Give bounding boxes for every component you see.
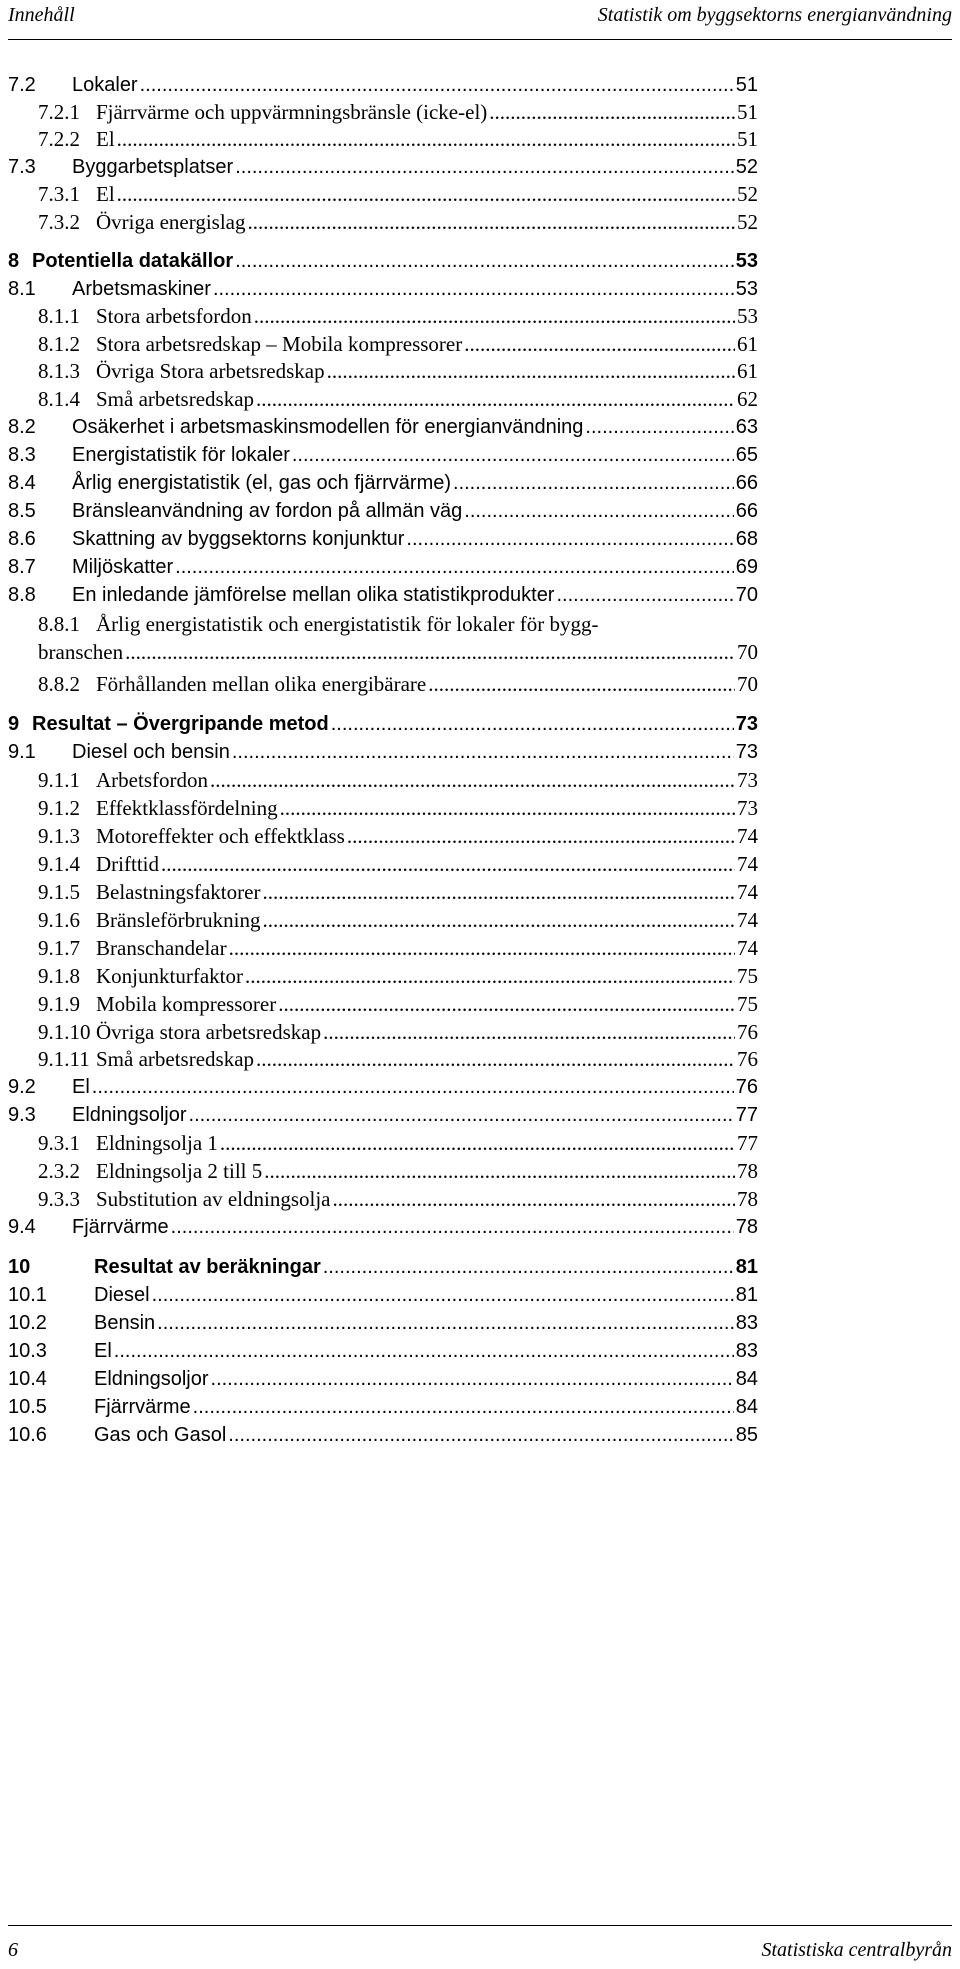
toc-leader-dots xyxy=(232,737,734,767)
toc-leader-dots xyxy=(193,1392,734,1422)
toc-entry-number: 8.4 xyxy=(8,472,36,494)
toc-entry[interactable] xyxy=(8,524,758,554)
toc-entry-title: Konjunkturfaktor xyxy=(96,964,243,988)
toc-entry[interactable] xyxy=(38,1184,758,1214)
toc-entry-number: 7.2.1 xyxy=(38,100,80,124)
toc-entry[interactable] xyxy=(38,179,758,209)
toc-entry[interactable] xyxy=(8,1280,758,1310)
toc-entry-page: 74 xyxy=(737,908,758,932)
toc-entry[interactable] xyxy=(38,356,758,386)
toc-entry-title: Osäkerhet i arbetsmaskinsmodellen för energianvändning xyxy=(72,416,584,438)
toc-entry-number: 8.1.4 xyxy=(38,387,80,411)
toc-entry-number: 9.1.1 xyxy=(38,768,80,792)
toc-leader-dots xyxy=(228,1420,733,1450)
toc-entry-page: 52 xyxy=(737,182,758,206)
header-document-title: Statistik om byggsektorns energianvändning xyxy=(597,4,952,26)
toc-entry[interactable] xyxy=(38,301,758,331)
toc-entry-page: 84 xyxy=(735,1396,758,1418)
toc-entry-number: 9.1.8 xyxy=(38,964,80,988)
toc-entry-number: 9.4 xyxy=(8,1216,36,1238)
toc-leader-dots xyxy=(556,580,733,610)
toc-leader-dots xyxy=(210,765,735,795)
toc-entry-number: 8.1 xyxy=(8,278,36,300)
toc-entry-title: Substitution av eldningsolja xyxy=(96,1187,331,1211)
toc-entry-title: Förhållanden mellan olika energibärare xyxy=(96,672,427,696)
toc-entry-title: Diesel och bensin xyxy=(72,741,230,763)
toc-entry-title: Stora arbetsfordon xyxy=(96,304,252,328)
toc-entry-number: 9 xyxy=(8,713,20,735)
toc-entry-number: 8.5 xyxy=(8,500,36,522)
toc-entry-page: 62 xyxy=(737,387,758,411)
toc-entry-page: 52 xyxy=(737,210,758,234)
toc-leader-dots xyxy=(280,793,735,823)
toc-entry[interactable] xyxy=(38,329,758,359)
toc-entry-page: 74 xyxy=(737,880,758,904)
toc-leader-dots xyxy=(152,1280,734,1310)
toc-entry-page: 77 xyxy=(735,1104,758,1126)
toc-entry-page: 81 xyxy=(735,1256,758,1278)
toc-leader-dots xyxy=(220,1128,735,1158)
toc-entry[interactable] xyxy=(8,274,758,304)
toc-entry-page: 70 xyxy=(737,640,758,664)
toc-entry-title: Eldningsoljor xyxy=(94,1368,209,1390)
toc-entry[interactable] xyxy=(38,97,758,127)
toc-leader-dots xyxy=(117,179,735,209)
toc-entry-page: 61 xyxy=(737,332,758,356)
toc-leader-dots xyxy=(264,1156,735,1186)
toc-entry-page: 76 xyxy=(735,1076,758,1098)
toc-entry-page: 74 xyxy=(737,824,758,848)
toc-leader-dots xyxy=(171,1212,734,1242)
toc-entry-page: 63 xyxy=(735,416,758,438)
toc-entry-title: El xyxy=(96,127,115,151)
toc-entry-title: Övriga stora arbetsredskap xyxy=(96,1020,322,1044)
toc-entry-title: Små arbetsredskap xyxy=(96,387,255,411)
toc-entry-page: 73 xyxy=(735,713,758,735)
toc-entry[interactable] xyxy=(8,1420,758,1450)
toc-entry[interactable] xyxy=(8,580,758,610)
toc-entry-title: Gas och Gasol xyxy=(94,1424,227,1446)
toc-entry[interactable] xyxy=(38,905,758,935)
toc-entry-title: Potentiella datakällor xyxy=(32,250,234,272)
toc-entry[interactable] xyxy=(8,737,758,767)
toc-leader-dots xyxy=(157,1308,734,1338)
toc-entry[interactable] xyxy=(8,1308,758,1338)
toc-entry-number: 9.3.3 xyxy=(38,1187,80,1211)
toc-entry-page: 74 xyxy=(737,936,758,960)
toc-entry[interactable] xyxy=(38,669,758,699)
toc-leader-dots xyxy=(428,669,735,699)
toc-entry-number: 10 xyxy=(8,1256,31,1278)
toc-entry[interactable] xyxy=(8,1392,758,1422)
toc-leader-dots xyxy=(125,637,735,667)
toc-entry-title: Drifttid xyxy=(96,852,159,876)
toc-entry-number: 9.1.11 xyxy=(38,1047,90,1071)
toc-leader-dots xyxy=(327,356,735,386)
toc-entry-title: Eldningsoljor xyxy=(72,1104,187,1126)
toc-entry-title: Arbetsfordon xyxy=(96,768,208,792)
toc-entry[interactable] xyxy=(38,124,758,154)
toc-entry[interactable] xyxy=(38,1044,758,1074)
toc-leader-dots xyxy=(213,274,734,304)
toc-entry-page: 51 xyxy=(735,74,758,96)
toc-entry[interactable] xyxy=(8,440,758,470)
toc-entry[interactable] xyxy=(8,412,758,442)
toc-entry[interactable] xyxy=(8,1364,758,1394)
toc-entry-number: 10.2 xyxy=(8,1312,47,1334)
toc-entry[interactable] xyxy=(38,877,758,907)
toc-entry-number: 9.1.10 xyxy=(38,1020,91,1044)
toc-leader-dots xyxy=(323,1252,734,1282)
toc-entry-title: El xyxy=(72,1076,90,1098)
toc-entry-number: 8.8 xyxy=(8,584,36,606)
toc-entry-number: 8.6 xyxy=(8,528,36,550)
toc-leader-dots xyxy=(114,1336,734,1366)
toc-entry-number: 10.6 xyxy=(8,1424,47,1446)
toc-entry-number: 7.3.2 xyxy=(38,210,80,234)
toc-entry-title: El xyxy=(96,182,115,206)
toc-entry-number: 9.1.7 xyxy=(38,936,80,960)
toc-entry-page: 83 xyxy=(735,1312,758,1334)
toc-entry[interactable] xyxy=(38,1128,758,1158)
toc-entry[interactable] xyxy=(38,1017,758,1047)
toc-entry[interactable] xyxy=(8,1212,758,1242)
toc-entry-number: 7.3.1 xyxy=(38,182,80,206)
toc-entry-number: 9.3 xyxy=(8,1104,36,1126)
toc-entry-page: 51 xyxy=(737,100,758,124)
toc-entry-title: Belastningsfaktorer xyxy=(96,880,261,904)
toc-entry-number: 9.3.1 xyxy=(38,1131,80,1155)
toc-entry-page: 83 xyxy=(735,1340,758,1362)
toc-entry-title: Arbetsmaskiner xyxy=(72,278,211,300)
toc-entry-number: 7.3 xyxy=(8,156,36,178)
toc-entry-title: Motoreffekter och effektklass xyxy=(96,824,345,848)
toc-entry[interactable] xyxy=(38,989,758,1019)
footer-rule xyxy=(8,1925,952,1926)
toc-leader-dots xyxy=(262,877,735,907)
toc-entry[interactable] xyxy=(8,1252,758,1282)
toc-leader-dots xyxy=(323,1017,735,1047)
toc-entry-page: 73 xyxy=(735,741,758,763)
toc-entry-page: 66 xyxy=(735,472,758,494)
toc-entry-number: 8 xyxy=(8,250,20,272)
toc-entry[interactable] xyxy=(38,933,758,963)
toc-entry[interactable] xyxy=(8,468,758,498)
toc-entry-number: 8.1.3 xyxy=(38,359,80,383)
page-footer xyxy=(0,1925,960,1969)
toc-entry[interactable] xyxy=(8,709,758,739)
toc-entry-page: 66 xyxy=(735,500,758,522)
toc-entry-title: Byggarbetsplatser xyxy=(72,156,234,178)
toc-leader-dots xyxy=(489,97,735,127)
toc-entry-number: 9.1.2 xyxy=(38,796,80,820)
toc-entry-title: Stora arbetsredskap – Mobila kompressorer xyxy=(96,332,463,356)
toc-entry-title: El xyxy=(94,1340,112,1362)
toc-entry-title: Eldningsolja 2 till 5 xyxy=(96,1159,263,1183)
toc-leader-dots xyxy=(292,440,734,470)
toc-entry-title: Diesel xyxy=(94,1284,150,1306)
toc-entry[interactable] xyxy=(8,1072,758,1102)
toc-entry-number: 8.1.1 xyxy=(38,304,80,328)
toc-entry-page: 51 xyxy=(737,127,758,151)
toc-leader-dots xyxy=(347,821,735,851)
toc-entry-number: 10.1 xyxy=(8,1284,47,1306)
toc-leader-dots xyxy=(254,301,735,331)
toc-leader-dots xyxy=(247,207,735,237)
toc-entry-page: 70 xyxy=(735,584,758,606)
toc-entry-page: 61 xyxy=(737,359,758,383)
toc-leader-dots xyxy=(262,905,735,935)
toc-entry[interactable] xyxy=(38,637,758,667)
toc-entry-number: 8.1.2 xyxy=(38,332,80,356)
toc-entry-page: 78 xyxy=(735,1216,758,1238)
toc-entry-page: 77 xyxy=(737,1131,758,1155)
toc-entry-title: Resultat – Övergripande metod xyxy=(32,713,329,735)
toc-entry-title: Övriga energislag xyxy=(96,210,246,234)
toc-entry-page: 81 xyxy=(735,1284,758,1306)
toc-entry-number: 9.1.3 xyxy=(38,824,80,848)
toc-entry[interactable] xyxy=(38,961,758,991)
toc-leader-dots xyxy=(175,552,734,582)
toc-entry[interactable] xyxy=(38,1156,758,1186)
toc-entry-page: 69 xyxy=(735,556,758,578)
toc-entry-number: 2.3.2 xyxy=(38,1159,80,1183)
toc-entry-title: Bensin xyxy=(94,1312,156,1334)
toc-entry[interactable] xyxy=(8,152,758,182)
toc-entry-page: 70 xyxy=(737,672,758,696)
toc-entry-title: Mobila kompressorer xyxy=(96,992,277,1016)
toc-leader-dots xyxy=(333,1184,736,1214)
toc-entry-page: 75 xyxy=(737,964,758,988)
toc-entry-page: 53 xyxy=(735,278,758,300)
toc-entry[interactable] xyxy=(8,1336,758,1366)
toc-entry-number: 9.1.4 xyxy=(38,852,80,876)
toc-entry-page: 75 xyxy=(737,992,758,1016)
toc-leader-dots xyxy=(464,496,733,526)
toc-entry-title: Bränsleanvändning av fordon på allmän väg xyxy=(72,500,463,522)
toc-leader-dots xyxy=(229,933,735,963)
toc-entry-title: Skattning av byggsektorns konjunktur xyxy=(72,528,405,550)
toc-entry-number: 8.8.2 xyxy=(38,672,80,696)
toc-entry-page: 53 xyxy=(735,250,758,272)
toc-leader-dots xyxy=(331,709,734,739)
toc-leader-dots xyxy=(92,1072,734,1102)
toc-leader-dots xyxy=(278,989,735,1019)
toc-entry-number: 10.4 xyxy=(8,1368,47,1390)
toc-leader-dots xyxy=(453,468,734,498)
toc-entry-number: 8.8.1 xyxy=(38,612,80,636)
toc-leader-dots xyxy=(117,124,735,154)
toc-entry-page: 78 xyxy=(737,1159,758,1183)
toc-entry-number: 8.3 xyxy=(8,444,36,466)
toc-entry-title: Lokaler xyxy=(72,74,138,96)
toc-entry-title: Resultat av beräkningar xyxy=(94,1256,321,1278)
toc-leader-dots xyxy=(245,961,735,991)
toc-entry-page: 52 xyxy=(735,156,758,178)
toc-entry-title: Fjärrvärme xyxy=(94,1396,191,1418)
toc-entry-page: 74 xyxy=(737,852,758,876)
toc-entry-page: 78 xyxy=(737,1187,758,1211)
toc-entry[interactable] xyxy=(38,793,758,823)
toc-entry-number: 8.2 xyxy=(8,416,36,438)
toc-entry-title: Fjärrvärme xyxy=(72,1216,169,1238)
toc-entry[interactable] xyxy=(8,246,758,276)
toc-entry-number: 9.1.9 xyxy=(38,992,80,1016)
toc-entry-page: 76 xyxy=(737,1047,758,1071)
toc-entry[interactable] xyxy=(38,609,758,639)
toc-entry-title: Årlig energistatistik (el, gas och fjärrvärme) xyxy=(72,472,452,494)
toc-leader-dots xyxy=(211,1364,734,1394)
toc-entry-title: Övriga Stora arbetsredskap xyxy=(96,359,325,383)
toc-entry-number: 9.2 xyxy=(8,1076,36,1098)
toc-leader-dots xyxy=(235,246,734,276)
toc-entry-page: 73 xyxy=(737,768,758,792)
toc-entry-title: Bränsleförbrukning xyxy=(96,908,261,932)
toc-entry-page: 68 xyxy=(735,528,758,550)
toc-entry-number: 9.1.6 xyxy=(38,908,80,932)
toc-entry-page: 65 xyxy=(735,444,758,466)
page-number: 6 xyxy=(8,1939,18,1961)
toc-entry[interactable] xyxy=(8,70,758,100)
toc-entry-page: 84 xyxy=(735,1368,758,1390)
toc-leader-dots xyxy=(189,1100,734,1130)
toc-entry-title: Små arbetsredskap xyxy=(96,1047,255,1071)
toc-leader-dots xyxy=(256,384,735,414)
toc-entry-title: Miljöskatter xyxy=(72,556,174,578)
toc-entry-title: Effektklassfördelning xyxy=(96,796,278,820)
toc-entry[interactable] xyxy=(38,765,758,795)
toc-entry[interactable] xyxy=(8,1100,758,1130)
toc-entry[interactable] xyxy=(38,207,758,237)
toc-entry-number: 9.1 xyxy=(8,741,36,763)
toc-entry-title: Fjärrvärme och uppvärmningsbränsle (icke-el) xyxy=(96,100,488,124)
toc-entry-number: 9.1.5 xyxy=(38,880,80,904)
toc-leader-dots xyxy=(161,849,735,879)
toc-entry-number: 10.5 xyxy=(8,1396,47,1418)
toc-entry-number: 8.7 xyxy=(8,556,36,578)
toc-leader-dots xyxy=(406,524,733,554)
footer-publisher: Statistiska centralbyrån xyxy=(761,1939,952,1961)
toc-entry-title: branschen xyxy=(38,640,124,664)
toc-entry-number: 7.2.2 xyxy=(38,127,80,151)
toc-entry[interactable] xyxy=(38,384,758,414)
toc-entry-number: 10.3 xyxy=(8,1340,47,1362)
toc-entry-page: 76 xyxy=(737,1020,758,1044)
toc-entry-title: Årlig energistatistik och energistatistik för lokaler för bygg- xyxy=(96,612,599,636)
toc-leader-dots xyxy=(235,152,734,182)
toc-entry-title: Energistatistik för lokaler xyxy=(72,444,290,466)
toc-entry-title: Eldningsolja 1 xyxy=(96,1131,218,1155)
toc-entry[interactable] xyxy=(8,496,758,526)
toc-entry-title: Branschandelar xyxy=(96,936,227,960)
toc-leader-dots xyxy=(256,1044,735,1074)
toc-leader-dots xyxy=(585,412,733,442)
toc-entry-page: 73 xyxy=(737,796,758,820)
toc-entry-page: 85 xyxy=(735,1424,758,1446)
toc-entry-title: En inledande jämförelse mellan olika statistikprodukter xyxy=(72,584,555,606)
toc-leader-dots xyxy=(464,329,735,359)
toc-entry[interactable] xyxy=(38,849,758,879)
toc-entry-page: 53 xyxy=(737,304,758,328)
toc-leader-dots xyxy=(140,70,734,100)
toc-entry[interactable] xyxy=(8,552,758,582)
toc-entry-number: 7.2 xyxy=(8,74,36,96)
header-section: Innehåll xyxy=(8,4,75,26)
toc-entry[interactable] xyxy=(38,821,758,851)
